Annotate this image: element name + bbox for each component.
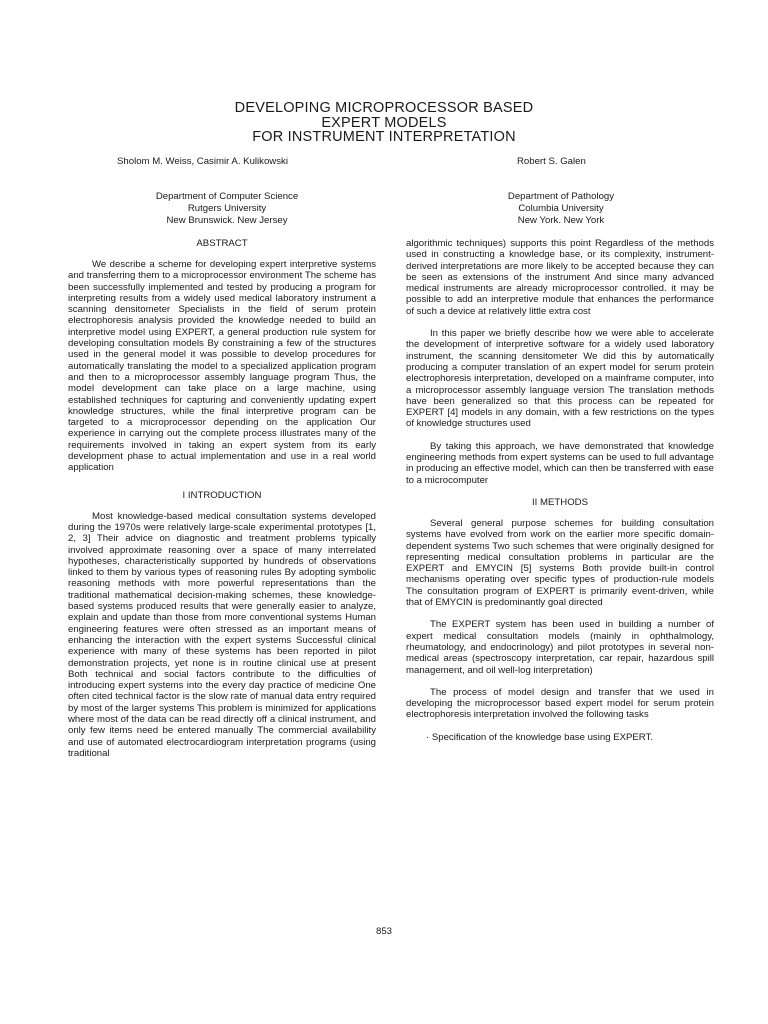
affiliation-left-city: New Brunswick. New Jersey xyxy=(166,215,288,226)
affiliation-left-univ: Rutgers University xyxy=(187,203,267,214)
paper-title xyxy=(0,101,768,145)
affiliation-right-dept: Department of Pathology xyxy=(507,191,615,202)
methods-heading: II METHODS xyxy=(532,496,588,508)
title-line-1: DEVELOPING MICROPROCESSOR BASED xyxy=(234,100,534,116)
affiliation-right xyxy=(452,191,670,227)
intro-paragraph-3: By taking this approach, we have demonstrated that knowledge engineering methods from expert systems can be used to full advantage in producing an effective model, which can then be transferred with ease to a microcomputer xyxy=(406,440,714,486)
affiliation-left-dept: Department of Computer Science xyxy=(155,191,299,202)
abstract-text: We describe a scheme for developing expert interpretive systems and transferring them to a microprocessor environment The scheme has been successfully implemented and tested by producing a program for interpreting results from a widely used medical laboratory instrument a scanning densitometer Specialists in the field of serum protein electrophoresis analysis provided the knowledge needed to build an interpretive model using EXPERT, a general production rule system for developing consultation models By constraining a few of the structures used in the general model it was possible to develop procedures for automatically translating the model to a specialized application program and then to a microprocessor assembly language program Thus, the model development can take place on a large machine, using established techniques for capturing and conveniently updating expert knowledge structures, while the final interpretive program can be targeted to a microprocessor depending on the application Our experience in carrying out the complete process illustrates many of the requirements involved in taking an expert system from its early development phase to actual implementation and use in a real world application xyxy=(68,259,376,474)
affiliation-right-city: New York. New York xyxy=(517,215,605,226)
intro-continued-paragraph: algorithmic techniques) supports this point Regardless of the methods used in constructing a knowledge base, or its complexity, instrument-derived interpretations are more likely to be accepted because they can be seen as extensions of the instrument And since many advanced medical instruments are already microprocessor controlled. it may be possible to add an interpretive module that enhances the performance of such a device at relatively little extra cost xyxy=(406,238,714,317)
left-column xyxy=(68,238,376,770)
author-right: Robert S. Galen xyxy=(517,156,586,167)
title-line-3: FOR INSTRUMENT INTERPRETATION xyxy=(252,129,516,145)
methods-bullet-item: · Specification of the knowledge base using EXPERT. xyxy=(426,731,654,743)
methods-paragraph-1: Several general purpose schemes for building consultation systems have evolved from work on the earlier more specific domain-dependent systems Two such schemes that were originally designed for representing medical consultation problems in particular are the EXPERT and EMYCIN [5] systems Both provide built-in control mechanisms operating over specific types of production-rule models The consultation program of EXPERT is primarily event-driven, while that of EMYCIN is predominantly goal directed xyxy=(406,517,714,609)
introduction-text: Most knowledge-based medical consultation systems developed during the 1970s were relatively large-scale experimental prototypes [1, 2, 3] Their advice on diagnostic and treatment problems typically involved approximate reasoning over a space of many interrelated hypotheses, characteristically supported by hundreds of observations linked to them by various types of reasoning rules By adopting symbolic reasoning methods with more powerful representations than the traditional mathematical decision-making schemes, these knowledge-based systems produced results that were generally easier to analyze, explain and update than those from more conventional systems Human engineering features were often stressed as an important means of enhancing the interaction with the expert systems Successful clinical experience with many of these systems has been reported in pilot demonstration projects, yet none is in routine clinical use at present Both technical and social factors contribute to the difficulties of introducing expert systems into the every day practice of medicine One often cited technical factor is the slow rate of manual data entry required by most of the larger systems This problem is minimized for applications where most of the data can be read directly off a clinical instrument, and only few items need be entered manually The commercial availability and use of automated electrocardiogram interpretation programs (using traditional xyxy=(68,510,376,759)
intro-paragraph-2: In this paper we briefly describe how we were able to accelerate the development of interpretive software for a widely used laboratory instrument, the scanning densitometer We did this by automatically producing a computer translation of an expert model for serum protein electrophoresis interpretation, developed on a mainframe computer, into a microprocessor assembly language version The translation methods have been generalized so that this process can be repeated for EXPERT [4] models in any domain, with a few restrictions on the types of knowledge structures used xyxy=(406,328,714,430)
title-line-2: EXPERT MODELS xyxy=(321,114,447,131)
affiliation-right-univ: Columbia University xyxy=(518,203,604,214)
methods-paragraph-2: The EXPERT system has been used in building a number of expert medical consultation models (mainly in ophthalmology, rheumatology, and endocrinology) and pilot prototypes in several non-medical areas (spectroscopy interpretation, car repair, hazardous spill management, and oil well-log interpretation) xyxy=(406,619,714,676)
abstract-heading: ABSTRACT xyxy=(196,238,248,249)
right-column xyxy=(406,238,714,743)
affiliation-left xyxy=(118,191,336,227)
introduction-heading: I INTRODUCTION xyxy=(182,489,262,501)
author-left: Sholom M. Weiss, Casimir A. Kulikowski xyxy=(117,156,288,167)
page-number: 853 xyxy=(375,926,392,937)
methods-paragraph-3: The process of model design and transfer that we used in developing the microprocessor based expert model for serum protein electrophoresis interpretation involved the following tasks xyxy=(406,686,714,721)
